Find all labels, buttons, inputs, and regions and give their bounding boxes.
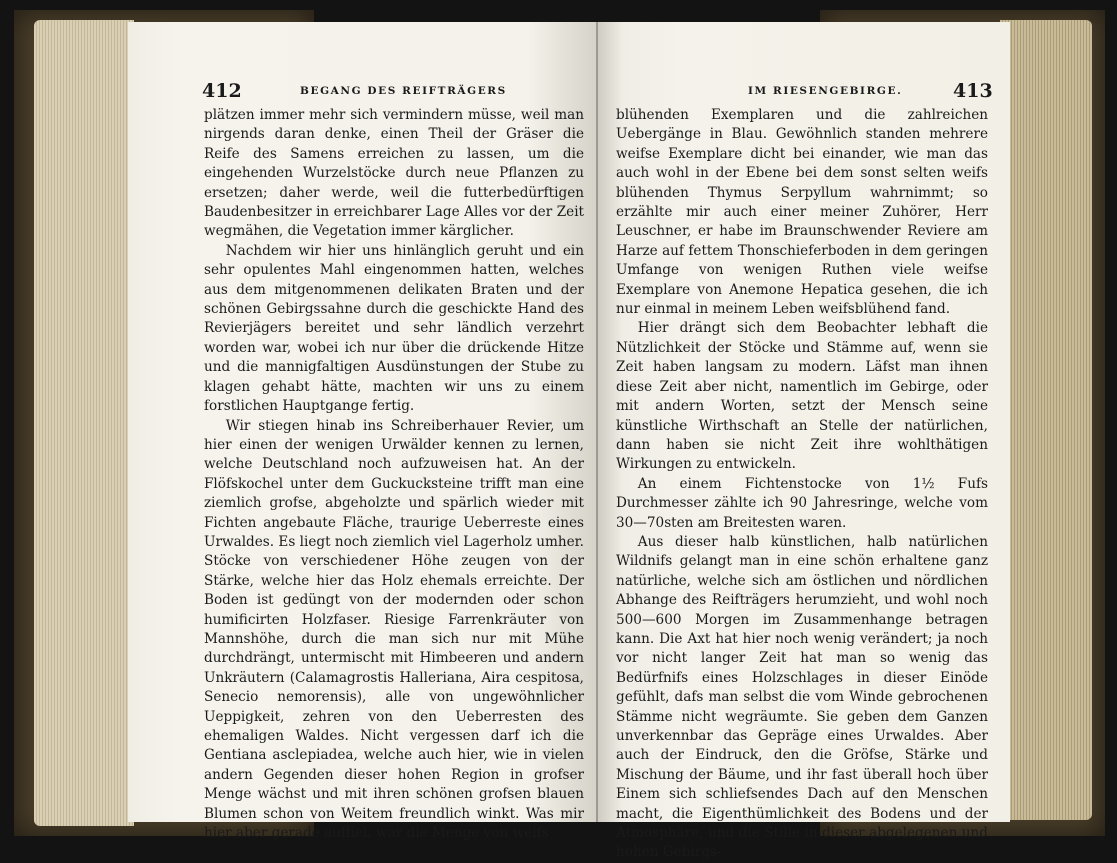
paragraph: Hier drängt sich dem Beobachter lebhaft die Nützlichkeit der Stöcke und Stämme auf, wenn sie Zeit haben langsam zu modern. Läfst man ihnen diese Zeit aber nicht, namentlich im Gebirge, oder mit andern Worten, setzt der Mensch seine künstliche Wirthschaft an Stelle der natürlichen, dann haben sie nicht Zeit ihre wohlthätigen Wirkungen zu entwickeln.: [616, 320, 988, 473]
running-head: BEGANG DES REIFTRÄGERS: [300, 85, 507, 97]
paragraph: plätzen immer mehr sich vermindern müsse, weil man nirgends daran denke, einen Theil der Gräser die Reife des Samens erreichen zu lassen, um die eingehenden Wurzelstöcke durch neue Pflanzen zu ersetzen; daher werde, weil die futterbedürftigen Baudenbesitzer in erreichbarer Lage Alles vor der Zeit wegmähen, die Vegetation immer kärglicher.: [204, 107, 584, 240]
left-page-header: [128, 80, 598, 102]
page-number: 412: [202, 80, 242, 102]
right-page-header: [598, 80, 1010, 102]
right-page: [598, 22, 1010, 861]
page-number: 413: [953, 80, 993, 102]
right-page-body: [616, 106, 988, 863]
page-edges-left: [34, 20, 134, 826]
left-page-body: [204, 106, 584, 843]
paragraph: blühenden Exemplaren und die zahlreichen Uebergänge in Blau. Gewöhnlich standen mehrere weifse Exemplare dicht bei einander, wie man das auch wohl in der Ebene bei dem sonst selten weifs blühenden Thymus Serpyllum wahrnimmt; so erzählte mir auch einer meiner Zuhörer, Herr Leuschner, er habe im Braunschwender Reviere am Harze auf fettem Thonschieferboden in dem geringen Umfange von wenigen Ruthen viele weifse Exemplare von Anemone Hepatica gesehen, die ich nur einmal in meinem Leben weifsblühend fand.: [616, 107, 988, 318]
running-head: IM RIESENGEBIRGE.: [748, 85, 903, 97]
page-edges-right: [1000, 20, 1092, 820]
left-page: [128, 22, 598, 842]
paragraph: Wir stiegen hinab ins Schreiberhauer Revier, um hier einen der wenigen Urwälder kennen zu lernen, welche Deutschland noch aufzuweisen hat. An der Flöfskochel unter dem Guckucksteine trifft man eine ziemlich grofse, abgeholzte und spärlich wieder mit Fichten angebaute Fläche, traurige Ueberreste eines Urwaldes. Es liegt noch ziemlich viel Lagerholz umher. Stöcke von verschiedener Höhe zeugen von der Stärke, welche hier das Holz ehemals erreichte. Der Boden ist gedüngt von der modernden oder schon humificirten Holzfaser. Riesige Farrenkräuter von Mannshöhe, durch die man sich nur mit Mühe durchdrängt, untermischt mit Himbeeren und andern Unkräutern (Calamagrostis Halleriana, Aira cespitosa, Senecio nemorensis), alle von ungewöhnlicher Ueppigkeit, zehren von den Ueberresten des ehemaligen Waldes. Nicht vergessen darf ich die Gentiana asclepiadea, welche auch hier, wie in vielen andern Gegenden dieser hohen Region in grofser Menge wächst und mit ihren schönen grofsen blauen Blumen schon von Weitem freundlich winkt. Was mir hier aber gerade auffiel, war die Menge von weifs: [204, 417, 584, 842]
paragraph: Nachdem wir hier uns hinlänglich geruht und ein sehr opulentes Mahl eingenommen hatten, welches aus dem mitgenommenen delikaten Braten und der schönen Gebirgssahne durch die geschickte Hand des Revierjägers bereitet und sehr ländlich verzehrt worden war, wobei ich nur über die drückende Hitze und die mannigfaltigen Ausdünstungen der Stube zu klagen gehabt hätte, machten wir uns zu einem forstlichen Hauptgange fertig.: [204, 242, 584, 415]
paragraph: Aus dieser halb künstlichen, halb natürlichen Wildnifs gelangt man in eine schön erhaltene ganz natürliche, welche sich am östlichen und nördlichen Abhange des Reifträgers herumzieht, und wohl noch 500—600 Morgen im Zusammenhange betragen kann. Die Axt hat hier noch wenig verändert; ja noch vor nicht langer Zeit hat man so wenig das Bedürfnifs eines Holzschlages in dieser Einöde gefühlt, dafs man selbst die vom Winde gebrochenen Stämme nicht wegräumte. Sie geben dem Ganzen unverkennbar das Gepräge eines Urwaldes. Aber auch der Eindruck, den die Gröfse, Stärke und Mischung der Bäume, und ihr fast überall hoch über Einem sich schliefsendes Dach auf den Menschen macht, die Eigenthümlichkeit des Bodens und der Atmosphäre, und die Stille in dieser abgelegenen und hohen Gebirgs-: [616, 533, 988, 861]
paragraph: An einem Fichtenstocke von 1½ Fufs Durchmesser zählte ich 90 Jahresringe, welche vom 30—70sten am Breitesten waren.: [616, 475, 988, 531]
